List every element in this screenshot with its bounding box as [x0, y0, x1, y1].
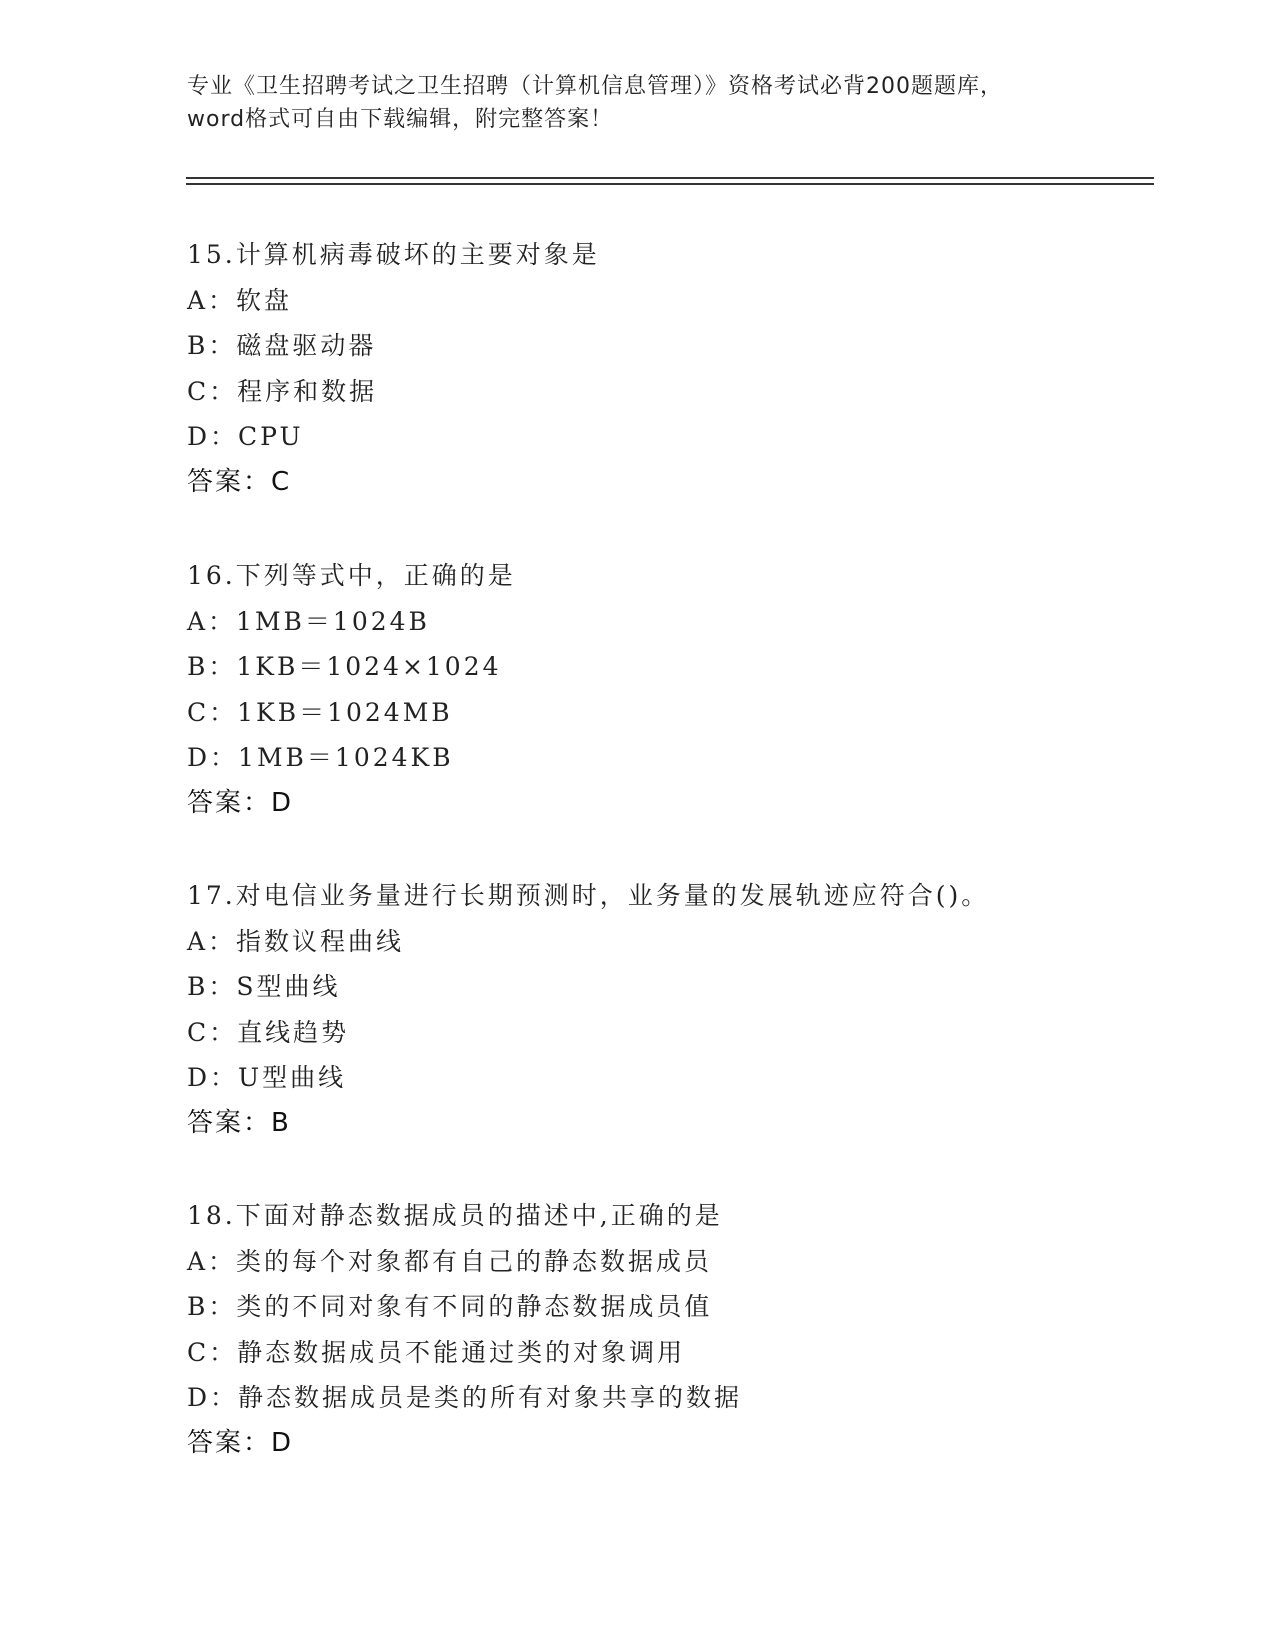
question-16: [187, 553, 1167, 826]
answer-label: 答案：B: [187, 1107, 291, 1138]
header-divider-bottom: [186, 183, 1154, 185]
answer-label: 答案：D: [187, 1427, 294, 1458]
option-a: A：软盘: [187, 285, 293, 315]
option-d: D：U型曲线: [187, 1063, 347, 1092]
question-18: [187, 1193, 1167, 1466]
option-b: B：磁盘驱动器: [187, 331, 377, 360]
header-line-2: word格式可自由下载编辑，附完整答案！: [187, 107, 614, 132]
header-line-1: 专业《卫生招聘考试之卫生招聘（计算机信息管理）》资格考试必背200题题库，: [187, 74, 1003, 99]
document-header: [187, 70, 1087, 136]
option-b: B：1KB＝1024×1024: [187, 652, 502, 681]
answer-label: 答案：D: [187, 787, 294, 818]
option-a: A：1MB＝1024B: [187, 606, 430, 636]
option-c: C：1KB＝1024MB: [187, 697, 453, 727]
question-15: [187, 232, 1167, 505]
question-stem: 17.对电信业务量进行长期预测时，业务量的发展轨迹应符合()。: [187, 881, 990, 910]
header-divider-top: [186, 177, 1154, 179]
option-c: C：直线趋势: [187, 1017, 350, 1047]
option-c: C：程序和数据: [187, 376, 378, 406]
option-d: D：CPU: [187, 422, 304, 451]
option-d: D：静态数据成员是类的所有对象共享的数据: [187, 1383, 743, 1412]
option-b: B：S型曲线: [187, 972, 341, 1001]
answer-label: 答案：C: [187, 466, 292, 497]
option-d: D：1MB＝1024KB: [187, 743, 454, 772]
question-stem: 15.计算机病毒破坏的主要对象是: [187, 240, 600, 269]
question-stem: 18.下面对静态数据成员的描述中,正确的是: [187, 1201, 723, 1230]
question-stem: 16.下列等式中，正确的是: [187, 561, 516, 590]
option-c: C：静态数据成员不能通过类的对象调用: [187, 1337, 686, 1367]
option-a: A：类的每个对象都有自己的静态数据成员: [187, 1246, 713, 1276]
option-b: B：类的不同对象有不同的静态数据成员值: [187, 1292, 713, 1321]
question-17: [187, 873, 1167, 1146]
option-a: A：指数议程曲线: [187, 926, 405, 956]
